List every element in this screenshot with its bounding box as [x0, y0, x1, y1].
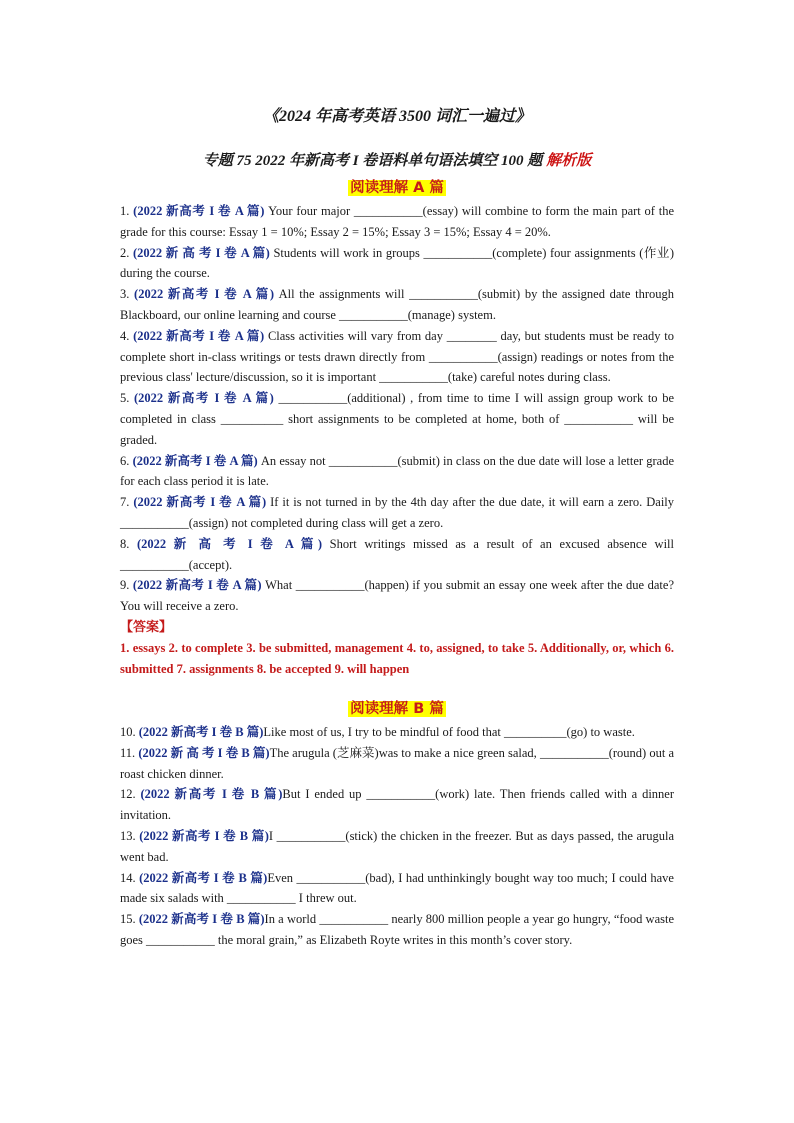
section-heading-b: 阅读理解 B 篇 — [350, 700, 444, 717]
question-item: 4. (2022 新高考 I 卷 A 篇) Class activities will vary from day ________ day, but students must be ready to complete short in-class writings or tests drawn directly from ___________(assign) readings or notes from the previous class' lecture/discussion, so it is important ___________(take) careful notes during class. — [120, 328, 674, 385]
question-item: 8. (2022 新 高 考 I 卷 A 篇) Short writings missed as a result of an excused absence will ___________(accept). — [120, 536, 674, 572]
question-item: 5. (2022 新高考 I 卷 A 篇) ___________(additional) , from time to time I will assign group work to be completed in class __________ short assignments to be completed at home, both of ___________ will be graded. — [120, 391, 674, 447]
question-item: 9. (2022 新高考 I 卷 A 篇) What ___________(happen) if you submit an essay one week after the due date? You will receive a zero. — [120, 578, 674, 614]
document-subtitle — [120, 149, 674, 173]
question-list-a — [120, 201, 674, 617]
question-item: 7. (2022 新高考 I 卷 A 篇) If it is not turned in by the 4th day after the due date, it will earn a zero. Daily ___________(assign) not completed during class will get a zero. — [120, 495, 675, 530]
subtitle-tag: 解析版 — [546, 153, 592, 169]
page-content — [120, 100, 674, 951]
document-title: 《2024 年高考英语 3500 词汇一遍过》 — [262, 108, 531, 125]
subtitle-text: 专题 75 2022 年新高考 I 卷语料单句语法填空 100 题 — [202, 153, 543, 169]
section-heading-a: 阅读理解 A 篇 — [350, 180, 444, 196]
question-item: 15. (2022 新高考 I 卷 B 篇)In a world ___________ nearly 800 million people a year go hungry, “food waste goes ___________ the moral grain,” as Elizabeth Royte writes in this month’s cover story. — [120, 912, 675, 947]
question-list-b — [120, 722, 674, 951]
question-item: 11. (2022 新 高 考 I 卷 B 篇)The arugula (芝麻菜)was to make a nice green salad, ___________(round) out a roast chicken dinner. — [120, 745, 675, 781]
question-item: 13. (2022 新高考 I 卷 B 篇)I ___________(stick) the chicken in the freezer. But as days passed, the arugula went bad. — [120, 828, 675, 864]
question-item: 3. (2022 新高考 I 卷 A 篇) All the assignments will ___________(submit) by the assigned date through Blackboard, our online learning and course ___________(manage) system. — [120, 287, 674, 322]
question-item: 6. (2022 新高考 I 卷 A 篇) An essay not ___________(submit) in class on the due date will lose a letter grade for each class period it is late. — [120, 453, 675, 489]
question-item: 12. (2022 新高考 I 卷 B 篇)But I ended up ___________(work) late. Then friends called with a dinner invitation. — [120, 787, 675, 823]
question-item: 10. (2022 新高考 I 卷 B 篇)Like most of us, I try to be mindful of food that __________(go) to waste. — [120, 724, 635, 739]
answer-key-a: 1. essays 2. to complete 3. be submitted, management 4. to, assigned, to take 5. Additionally, or, which 6. submitted 7. assignments 8. be accepted 9. will happen — [120, 640, 674, 676]
question-item: 14. (2022 新高考 I 卷 B 篇)Even ___________(bad), I had unthinkingly bought way too much; I could have made six salads with ___________ I threw out. — [120, 870, 674, 906]
answer-label: 【答案】 — [120, 619, 173, 635]
question-item: 1. (2022 新高考 I 卷 A 篇) Your four major ___________(essay) will combine to form the main part of the grade for this course: Essay 1 = 10%; Essay 2 = 15%; Essay 3 = 15%; Essay 4 = 20%. — [120, 204, 674, 239]
question-item: 2. (2022 新 高 考 I 卷 A 篇) Students will work in groups ___________(complete) four assignments (作业) during the course. — [120, 245, 675, 281]
